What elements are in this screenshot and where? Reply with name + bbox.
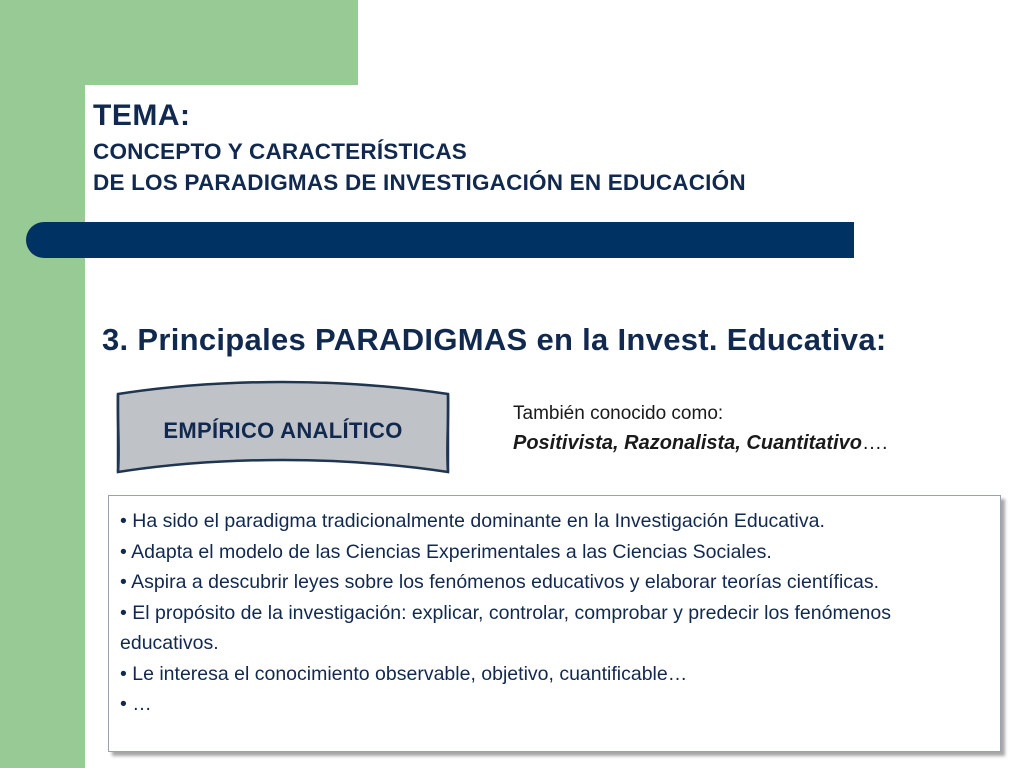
bullet-item: • … (120, 693, 152, 715)
subtitle-line-1: CONCEPTO Y CARACTERÍSTICAS (93, 139, 467, 164)
section-heading: 3. Principales PARADIGMAS en la Invest. Educativa: (102, 322, 887, 357)
bullet-item: • Aspira a descubrir leyes sobre los fenómenos educativos y elaborar teorías científicas. (120, 571, 880, 593)
bullet-item: • El propósito de la investigación: explicar, controlar, comprobar y predecir los fenómenos educativos. (120, 601, 891, 654)
slide-title: TEMA: (93, 99, 191, 132)
accent-bar (26, 222, 854, 258)
characteristics-box (108, 495, 1001, 752)
aka-terms-line (513, 428, 888, 458)
bullet-item: • Ha sido el paradigma tradicionalmente dominante en la Investigación Educativa. (120, 510, 825, 532)
also-known-as (513, 400, 888, 458)
subtitle-line-2: DE LOS PARADIGMAS DE INVESTIGACIÓN EN EDUCACIÓN (93, 170, 746, 195)
bullet-item: • Le interesa el conocimiento observable, objetivo, cuantificable… (120, 662, 688, 685)
title-block (93, 96, 746, 198)
bullet-item: • Adapta el modelo de las Ciencias Experimentales a las Ciencias Sociales. (120, 540, 772, 563)
aka-intro: También conocido como: (513, 403, 724, 424)
green-side-band (0, 0, 85, 768)
paradigm-banner (112, 380, 454, 482)
banner-label: EMPÍRICO ANALÍTICO (163, 418, 403, 443)
aka-ellipsis: …. (861, 432, 888, 454)
green-top-band (85, 0, 358, 85)
aka-terms: Positivista, Razonalista, Cuantitativo (513, 432, 862, 454)
